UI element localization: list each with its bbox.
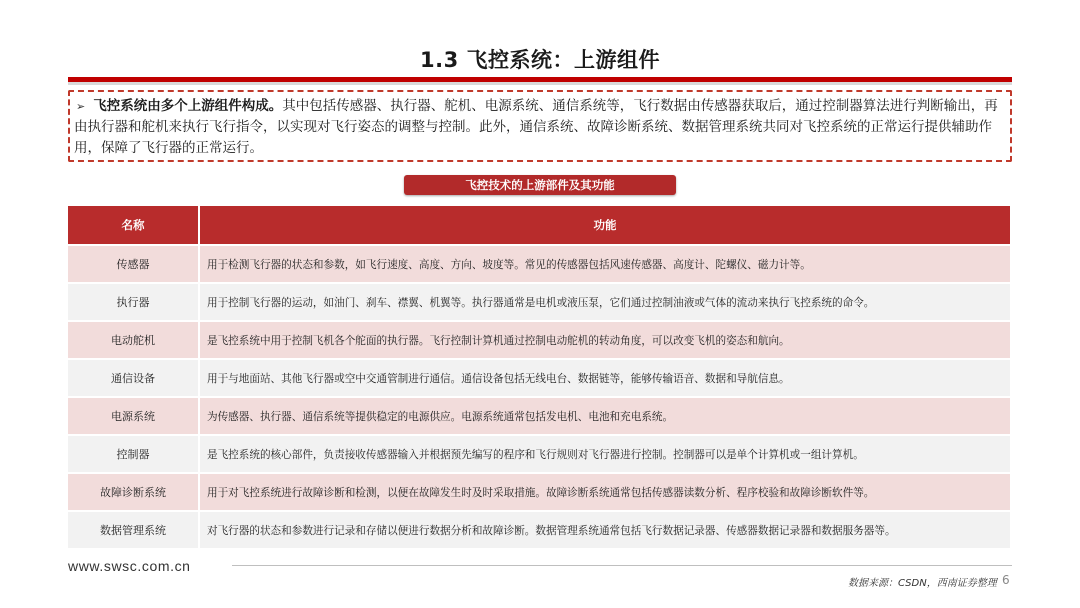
component-name: 数据管理系统 [68, 511, 199, 548]
table-header-row [68, 206, 1010, 245]
table-row [68, 245, 1010, 283]
component-function: 是飞控系统中用于控制飞机各个舵面的执行器。飞行控制计算机通过控制电动舵机的转动角度，可以改变飞机的姿态和航向。 [199, 321, 1010, 359]
bullet-arrow-icon: ➢ [76, 100, 86, 113]
footer-divider [232, 565, 1012, 566]
summary-lead: 飞控系统由多个上游组件构成。 [93, 98, 283, 114]
component-name: 故障诊断系统 [68, 473, 199, 511]
component-function: 用于控制飞行器的运动，如油门、刹车、襟翼、机翼等。执行器通常是电机或液压泵，它们通过控制油液或气体的流动来执行飞控系统的命令。 [199, 283, 1010, 321]
components-table [68, 206, 1010, 548]
header-name: 名称 [68, 206, 199, 245]
summary-text: 其中包括传感器、执行器、舵机、电源系统、通信系统等，飞行数据由传感器获取后，通过控制器算法进行判断输出，再由执行器和舵机来执行飞行指令，以实现对飞行姿态的调整与控制。此外，通信系统、故障诊断系统、数据管理系统共同对飞控系统的正常运行提供辅助作用，保障了飞行器的正常运行。 [74, 98, 998, 156]
component-name: 电动舵机 [68, 321, 199, 359]
component-function: 用于与地面站、其他飞行器或空中交通管制进行通信。通信设备包括无线电台、数据链等，能够传输语音、数据和导航信息。 [199, 359, 1010, 397]
footer-website-link[interactable]: www.swsc.com.cn [68, 558, 191, 574]
component-function: 是飞控系统的核心部件，负责接收传感器输入并根据预先编写的程序和飞行规则对飞行器进行控制。控制器可以是单个计算机或一组计算机。 [199, 435, 1010, 473]
page-number: 6 [1002, 573, 1010, 587]
summary-box [68, 90, 1012, 162]
page-title: 1.3 飞控系统：上游组件 [419, 48, 660, 72]
component-name: 通信设备 [68, 359, 199, 397]
component-function: 对飞行器的状态和参数进行记录和存储以便进行数据分析和故障诊断。数据管理系统通常包括飞行数据记录器、传感器数据记录器和数据服务器等。 [199, 511, 1010, 548]
component-name: 控制器 [68, 435, 199, 473]
component-function: 用于对飞控系统进行故障诊断和检测，以便在故障发生时及时采取措施。故障诊断系统通常包括传感器读数分析、程序校验和故障诊断软件等。 [199, 473, 1010, 511]
table-row [68, 397, 1010, 435]
table-row [68, 473, 1010, 511]
table-row [68, 511, 1010, 548]
component-function: 为传感器、执行器、通信系统等提供稳定的电源供应。电源系统通常包括发电机、电池和充电系统。 [199, 397, 1010, 435]
header-function: 功能 [199, 206, 1010, 245]
table-caption: 飞控技术的上游部件及其功能 [404, 175, 676, 195]
component-name: 执行器 [68, 283, 199, 321]
component-function: 用于检测飞行器的状态和参数，如飞行速度、高度、方向、坡度等。常见的传感器包括风速传感器、高度计、陀螺仪、磁力计等。 [199, 245, 1010, 283]
table-row [68, 321, 1010, 359]
footer-source-note: 数据来源：CSDN，西南证券整理 [848, 578, 997, 589]
title-underline-shadow [68, 82, 1012, 85]
table-row [68, 283, 1010, 321]
table-row [68, 359, 1010, 397]
component-name: 电源系统 [68, 397, 199, 435]
table-row [68, 435, 1010, 473]
component-name: 传感器 [68, 245, 199, 283]
